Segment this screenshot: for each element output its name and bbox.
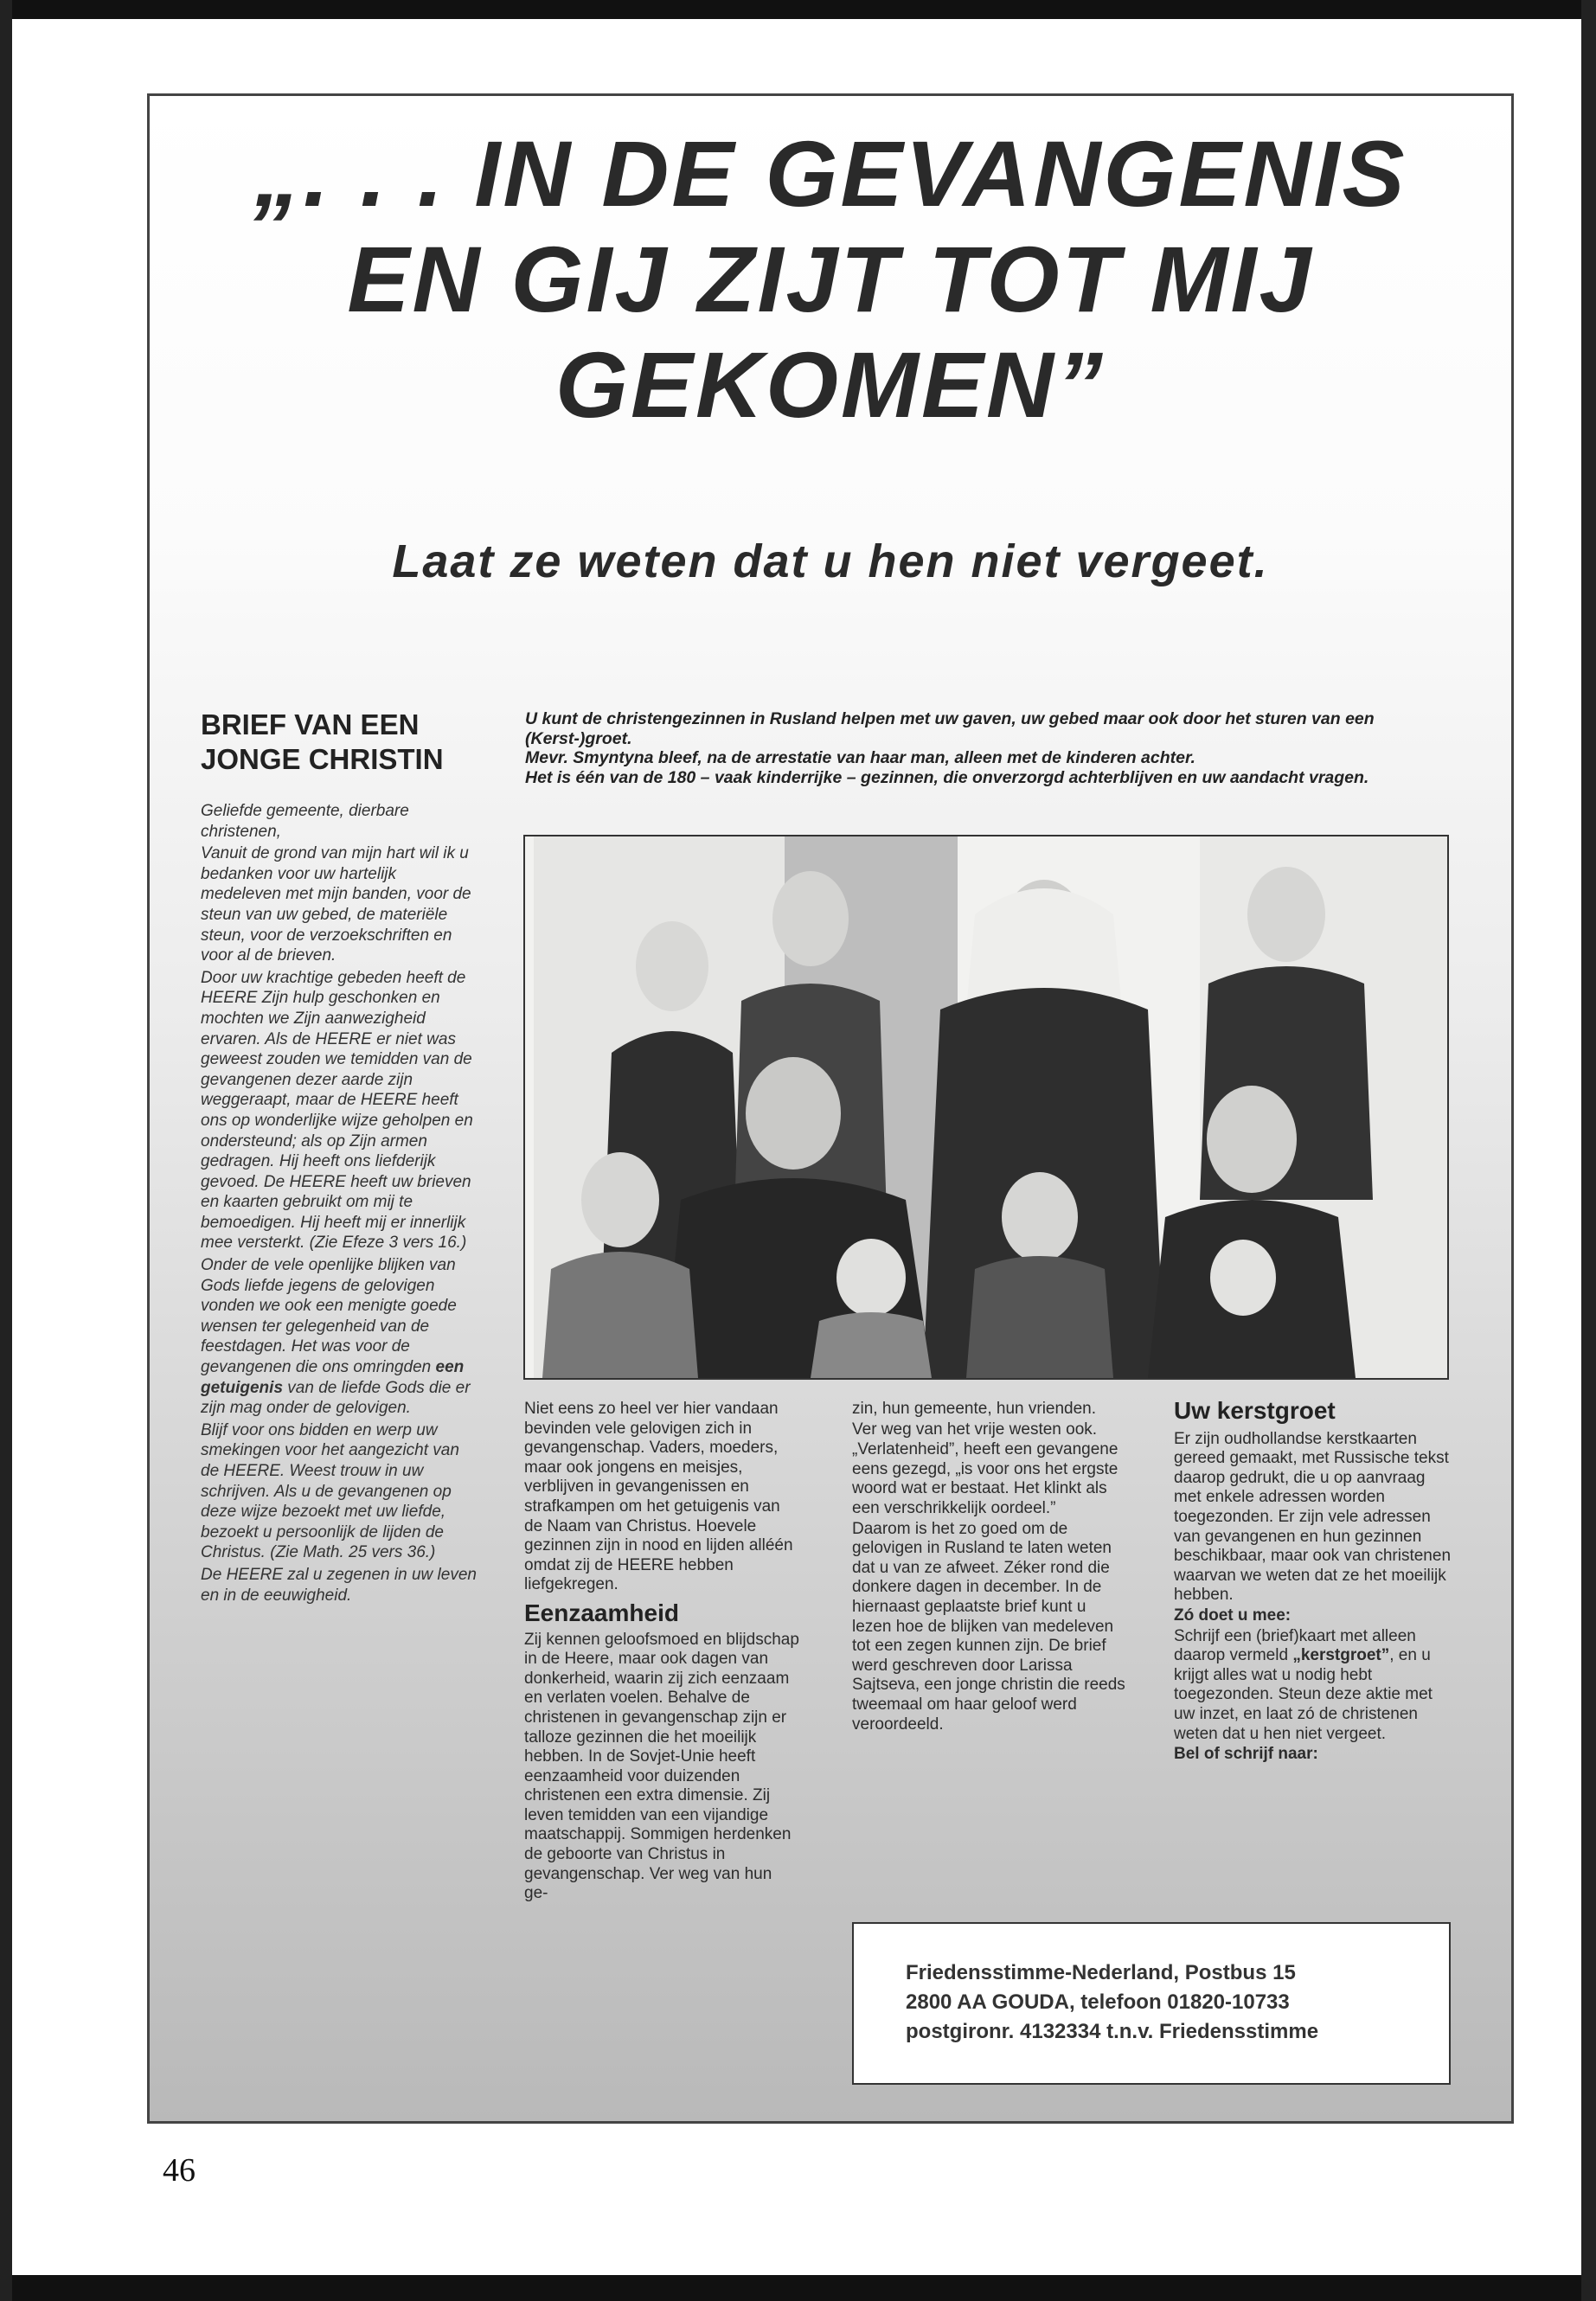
column-paragraph: Niet eens zo heel ver hier vandaan bevinden vele gelovigen zich in gevangenschap. Vaders, moeders, maar ook jongens en meisjes, verblijven in gevangenissen en strafkampen om het getuigenis van de Naam van Christus. Hoevele gezinnen zijn in nood en lijden alléén omdat zij de HEERE hebben liefgekregen. bbox=[524, 1400, 793, 1594]
letter-paragraph: Door uw krachtige gebeden heeft de HEERE Zijn hulp geschonken en mochten we Zijn aanwezigheid ervaren. Als de HEERE er niet was geweest zouden we temidden van de gevangenen dezer aarde zijn weggeraapt, maar de HEERE heeft ons op wonderlijke wijze geholpen en ondersteund; als op Zijn armen gedragen. Hij heeft ons liefderijk gevoed. De HEERE heeft uw brieven en kaarten gebruikt om mij te bemoedigen. Hij heeft mij er innerlijk mee versterkt. (Zie Efeze 3 vers 16.) bbox=[201, 968, 473, 1253]
paragraph-text: , en u krijgt alles wat u nodig hebt toegezonden. Steun deze aktie met uw inzet, en laat zó de christenen weten dat u hen niet vergeet. bbox=[1174, 1646, 1433, 1743]
letter-paragraph: Blijf voor ons bidden en werp uw smekingen voor het aangezicht van de HEERE. Weest trouw in uw schrijven. Als u de gevangenen op deze wijze bezoekt met uw liefde, bezoekt u persoonlijk de lijden de Christus. (Zie Math. 25 vers 36.) bbox=[201, 1420, 459, 1562]
column-paragraph: Ver weg van het vrije westen ook. bbox=[852, 1420, 1098, 1439]
column-paragraph: „Verlatenheid”, heeft een gevangene eens gezegd, „is voor ons het ergste woord wat er bestaat. Het klinkt als een verschrikkelijk oordeel.” bbox=[852, 1440, 1118, 1517]
scan-border-bottom bbox=[0, 2275, 1596, 2301]
headline-line-1: „. . . IN DE GEVANGENIS bbox=[253, 121, 1407, 226]
headline bbox=[156, 121, 1505, 438]
address-line: postgironr. 4132334 t.n.v. Friedensstimme bbox=[906, 2020, 1319, 2043]
intro-line: U kunt de christengezinnen in Rusland helpen met uw gaven, uw gebed maar ook door het sturen van een (Kerst-)groet. bbox=[525, 709, 1375, 748]
subheadline: Laat ze weten dat u hen niet vergeet. bbox=[392, 535, 1269, 587]
column-paragraph: Er zijn oudhollandse kerstkaarten gereed gemaakt, met Russische tekst daarop gedrukt, die u op aanvraag met enkele adressen worden toegezonden. Er zijn vele adressen van gevangenen en hun gezinnen beschikbaar, maar ook van christenen waarvan we weten dat ze het moeilijk hebben. bbox=[1174, 1429, 1452, 1605]
kerstgroet-emphasis: „kerstgroet” bbox=[1292, 1646, 1390, 1665]
column-paragraph: Daarom is het zo goed om de gelovigen in Rusland te laten weten dat u van ze afweet. Zéker rond die donkere dagen in december. In de hiernaast geplaatste brief kunt u lezen hoe de blijken van medeleven tot een zegen kunnen zijn. De brief werd geschreven door Larissa Sajtseva, een jonge christin die reeds tweemaal om haar geloof werd veroordeeld. bbox=[852, 1519, 1125, 1734]
family-photo bbox=[523, 835, 1449, 1380]
letter-closing: De HEERE zal u zegenen in uw leven en in de eeuwigheid. bbox=[201, 1565, 477, 1605]
column-paragraph: zin, hun gemeente, hun vrienden. bbox=[852, 1400, 1097, 1418]
letter-body bbox=[201, 801, 478, 1607]
letter-paragraph: Vanuit de grond van mijn hart wil ik u bedanken voor uw hartelijk medeleven met mijn banden, voor de steun van uw gebed, de materiële steun, voor de verzoekschriften en voor al de brieven. bbox=[201, 844, 471, 965]
page-number: 46 bbox=[163, 2152, 195, 2189]
headline-line-2: EN GIJ ZIJT TOT MIJ bbox=[347, 227, 1314, 331]
column-subheading: Zó doet u mee: bbox=[1174, 1606, 1292, 1625]
headline-line-3: GEKOMEN” bbox=[554, 332, 1106, 437]
intro-line: Het is één van de 180 – vaak kinderrijke – gezinnen, die onverzorgd achterblijven en uw aandacht vragen. bbox=[525, 767, 1369, 787]
address-line: 2800 AA GOUDA, telefoon 01820-10733 bbox=[906, 1990, 1290, 2014]
family-photo-illustration bbox=[525, 836, 1447, 1378]
intro-text bbox=[525, 709, 1425, 787]
letter-paragraph-text: van de liefde Gods die er zijn mag onder de gelovigen. bbox=[201, 1378, 471, 1418]
letter-paragraph bbox=[201, 1255, 478, 1419]
letter-emphasis: een getuigenis bbox=[201, 1358, 465, 1397]
column-paragraph bbox=[1174, 1627, 1455, 1745]
article-column-2 bbox=[852, 1400, 1127, 1735]
article-column-3 bbox=[1174, 1397, 1455, 1766]
column-paragraph: Zij kennen geloofsmoed en blijdschap in de Heere, maar ook dagen van donkerheid, waarin zij zich eenzaam en verlaten voelen. Behalve de christenen in gevangenschap zijn er talloze gezinnen die het moeilijk hebben. In de Sovjet-Unie heeft eenzaamheid voor duizenden christenen een extra dimensie. Zij leven temidden van een vijandige maatschappij. Sommigen herdenken de geboorte van Christus in gevangenschap. Ver weg van hun ge- bbox=[524, 1630, 799, 1903]
address-line: Friedensstimme-Nederland, Postbus 15 bbox=[906, 1961, 1296, 1984]
intro-line: Mevr. Smyntyna bleef, na de arrestatie van haar man, alleen met de kinderen achter. bbox=[525, 748, 1195, 767]
letter-paragraph-text: Onder de vele openlijke blijken van Gods liefde jegens de gelovigen vonden we ook een menigte goede wensen ter gelegenheid van de feestdagen. Het was voor de gevangenen die ons omringden bbox=[201, 1256, 457, 1377]
section-heading-eenzaamheid: Eenzaamheid bbox=[524, 1599, 679, 1626]
section-heading-kerstgroet: Uw kerstgroet bbox=[1174, 1397, 1336, 1424]
call-to-action: Bel of schrijf naar: bbox=[1174, 1745, 1318, 1764]
letter-title: BRIEF VAN EEN JONGE CHRISTIN bbox=[201, 708, 444, 775]
paragraph-text: Schrijf een (brief)kaart met alleen daarop vermeld bbox=[1174, 1626, 1416, 1665]
scan-border-top bbox=[0, 0, 1596, 19]
scan-border-left bbox=[0, 0, 12, 2301]
letter-salutation: Geliefde gemeente, dierbare christenen, bbox=[201, 802, 409, 841]
contact-address-box bbox=[852, 1922, 1451, 2085]
article-column-1 bbox=[524, 1400, 799, 1905]
scan-border-right bbox=[1581, 0, 1596, 2301]
